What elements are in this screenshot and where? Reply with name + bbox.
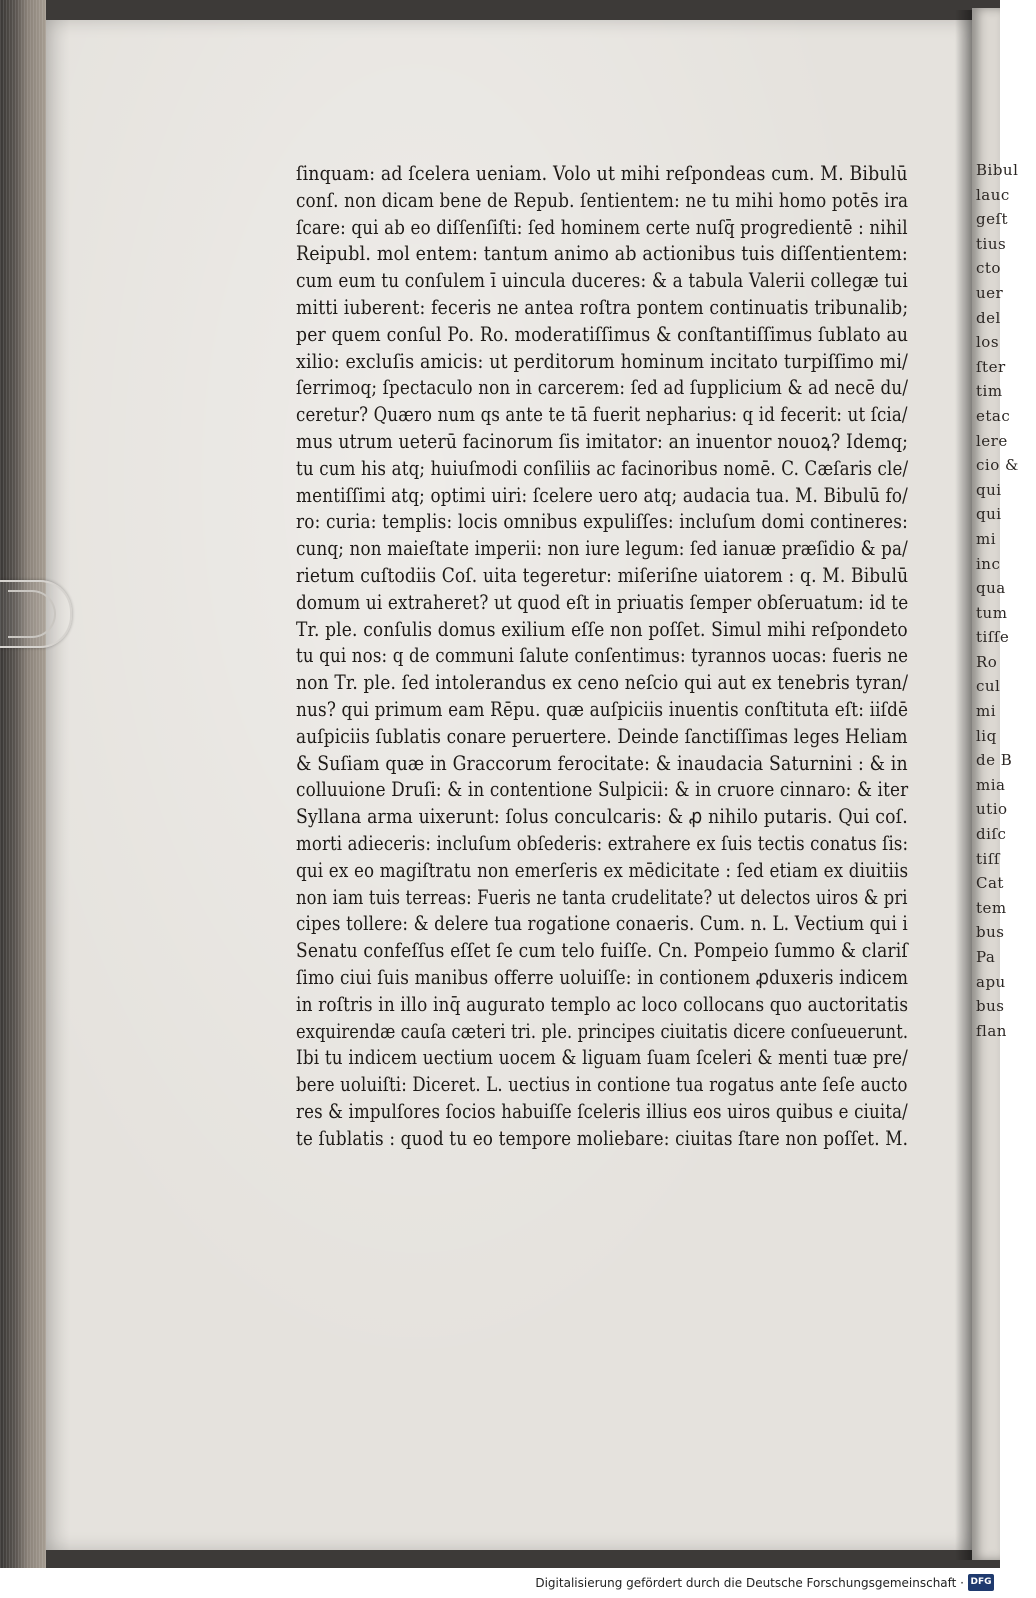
text-line: ro: curia: templis: locis omnibus expuliſſes: incluſum domi contineres: — [296, 509, 908, 534]
facing-fragment: cio & — [976, 456, 1019, 475]
text-line: tu qui nos: q de communi ſalute conſentimus: tyrannos uocas: fueris ne — [296, 643, 909, 668]
facing-fragment: Pa — [976, 948, 996, 966]
text-line: ſinquam: ad ſcelera ueniam. Volo ut mihi reſpondeas cum. M. Bibulū — [296, 161, 908, 185]
facing-fragment: del — [976, 308, 1001, 327]
text-line: ceretur? Quæro num qs ante te tā fuerit nepharius: q id fecerit: ut ſcia/ — [296, 402, 908, 427]
facing-fragment: lauc — [976, 185, 1010, 204]
facing-fragment: utio — [976, 800, 1008, 819]
text-line: mitti iuberent: feceris ne antea roſtra pontem continuatis tribunalib; — [296, 294, 909, 319]
facing-fragment: uer — [976, 283, 1004, 302]
book-text-block-edge — [0, 0, 46, 1568]
facing-page-text — [976, 158, 1036, 1043]
facing-fragment: tim — [976, 382, 1003, 401]
facing-fragment: Ro — [976, 652, 998, 671]
facing-fragment: los — [976, 333, 1000, 352]
facing-fragment: diſc — [976, 825, 1007, 844]
text-line: tu cum his atq; huiuſmodi conſiliis ac facinoribus nomē. C. Cæſaris cle/ — [296, 455, 909, 480]
facing-fragment: qui — [976, 505, 1002, 524]
dfg-credit[interactable]: Digitalisierung gefördert durch die Deutsche Forschungsgemeinschaft · — [535, 1576, 964, 1590]
text-line: auſpiciis ſublatis conare peruertere. Deinde ſanctiſſimas leges Heliam — [296, 723, 908, 748]
facing-page-edge — [972, 8, 1019, 1560]
facing-fragment: tiſſ — [976, 849, 1000, 868]
text-line: exquirendæ cauſa cæteri tri. ple. principes ciuitatis dicere conſueuerunt. — [296, 1018, 909, 1043]
text-line: non Tr. ple. ſed intolerandus ex ceno neſcio qui aut ex tenebris tyran/ — [296, 670, 909, 695]
text-line: mus utrum ueterū facinorum ſis imitator: an inuentor nouoꝝ? Idemq; — [296, 428, 909, 453]
text-line: rietum cuſtodiis Coſ. uita tegeretur: miſeriſne uiatorem : q. M. Bibulū — [296, 562, 909, 587]
page-clip — [0, 580, 72, 648]
text-line: cunq; non maieſtate imperii: non iure legum: ſed ianuæ præſidio & pa/ — [296, 536, 908, 561]
facing-fragment: Cat — [976, 874, 1004, 893]
text-line: xilio: excluſis amicis: ut perditorum hominum incitato turpiſſimo mi/ — [296, 348, 909, 373]
text-line: bere uoluiſti: Diceret. L. uectius in contione tua rogatus ante ſeſe aucto — [296, 1072, 908, 1097]
facing-fragment: qui — [976, 480, 1002, 499]
text-line: ſimo ciui ſuis manibus offerre uoluiſſe: in contionem ꝓduxeris indicem — [296, 964, 909, 989]
facing-fragment: cto — [976, 259, 1001, 278]
facing-fragment: qua — [976, 579, 1006, 598]
facing-fragment: flan — [976, 1021, 1007, 1040]
facing-fragment: liq — [976, 726, 997, 745]
facing-fragment: apu — [976, 972, 1006, 991]
text-line: & Suſiam quæ in Graccorum ferocitate: & inaudacia Saturnini : & in — [296, 750, 908, 775]
printed-text-block — [296, 160, 916, 1151]
facing-fragment: etac — [976, 406, 1011, 425]
text-line: non iam tuis terreas: Fueris ne tanta crudelitate? ut delectos uiros & pri — [296, 884, 908, 909]
text-line: nus? qui primum eam Rēpu. quæ auſpiciis inuentis conſtituta eſt: iiſdē — [296, 696, 909, 721]
facing-fragment: de B — [976, 751, 1013, 770]
text-line: cipes tollere: & delere tua rogatione conaeris. Cum. n. L. Vectium qui i — [296, 911, 908, 936]
facing-fragment: mi — [976, 529, 997, 548]
facing-fragment: tum — [976, 603, 1008, 622]
text-line: Tr. ple. conſulis domus exilium eſſe non poſſet. Simul mihi reſpondeto — [296, 616, 908, 641]
facing-fragment: Bibul — [976, 161, 1019, 179]
text-line: res & impulſores ſocios habuiſſe ſceleris illius eos uiros quibus e ciuita/ — [296, 1098, 908, 1123]
text-line: Syllana arma uixerunt: ſolus conculcaris: & ꝓ nihilo putaris. Qui coſ. — [296, 804, 908, 829]
dfg-logo[interactable]: DFG — [968, 1574, 994, 1591]
facing-fragment: tem — [976, 898, 1007, 917]
text-line: colluuione Druſi: & in contentione Sulpicii: & in cruore cinnaro: & iter — [296, 777, 909, 802]
text-line: te ſublatis : quod tu eo tempore moliebare: ciuitas ſtare non poſſet. M. — [296, 1125, 909, 1150]
footer-bar — [0, 1568, 1000, 1598]
text-line: qui ex eo magiſtratu non emerſeris ex mēdicitate : ſed etiam ex diuitiis — [296, 857, 909, 882]
text-line: in roſtris in illo inq̄ augurato templo ac loco collocans quo auctoritatis — [296, 991, 909, 1016]
text-line: Reipubl. mol entem: tantum animo ab actionibus tuis diſſentientem: — [296, 241, 908, 266]
facing-fragment: bus — [976, 997, 1005, 1016]
facing-fragment: cul — [976, 677, 1001, 696]
facing-fragment: ſter — [976, 357, 1006, 376]
facing-fragment: geſt — [976, 210, 1009, 229]
facing-fragment: inc — [976, 554, 1001, 573]
facing-fragment: mia — [976, 775, 1006, 794]
text-line: ſerrimoq; ſpectaculo non in carcerem: ſed ad ſupplicium & ad necē du/ — [296, 375, 909, 400]
text-line: Senatu confeſſus eſſet ſe cum telo fuiſſe. Cn. Pompeio ſummo & clariſ — [296, 938, 908, 963]
text-line: per quem conſul Po. Ro. moderatiſſimus & conſtantiſſimus ſublato au — [296, 321, 909, 346]
text-line: mentiſſimi atq; optimi uiri: ſcelere uero atq; audacia tua. M. Bibulū fo/ — [296, 482, 908, 507]
text-line: ſcare: qui ab eo diſſenſiſti: ſed hominem certe nuſq̄ progredientē : nihil — [296, 214, 908, 239]
text-line: Ibi tu indicem uectium uocem & liguam ſuam ſceleri & menti tuæ pre/ — [296, 1045, 909, 1070]
text-line: domum ui extraheret? ut quod eſt in priuatis ſemper obſeruatum: id te — [296, 589, 909, 614]
facing-fragment: mi — [976, 702, 997, 721]
text-line: cum eum tu conſulem ī uincula duceres: & a tabula Valerii collegæ tui — [296, 268, 908, 293]
text-line: morti adieceris: incluſum obſederis: extrahere ex ſuis tectis conatus ſis: — [296, 830, 909, 855]
facing-fragment: tiſſe — [976, 628, 1010, 647]
facing-fragment: lere — [976, 431, 1008, 450]
facing-fragment: tius — [976, 234, 1007, 253]
text-line: conſ. non dicam bene de Repub. ſentientem: ne tu mihi homo potēs ira — [296, 187, 909, 212]
facing-fragment: bus — [976, 923, 1005, 942]
